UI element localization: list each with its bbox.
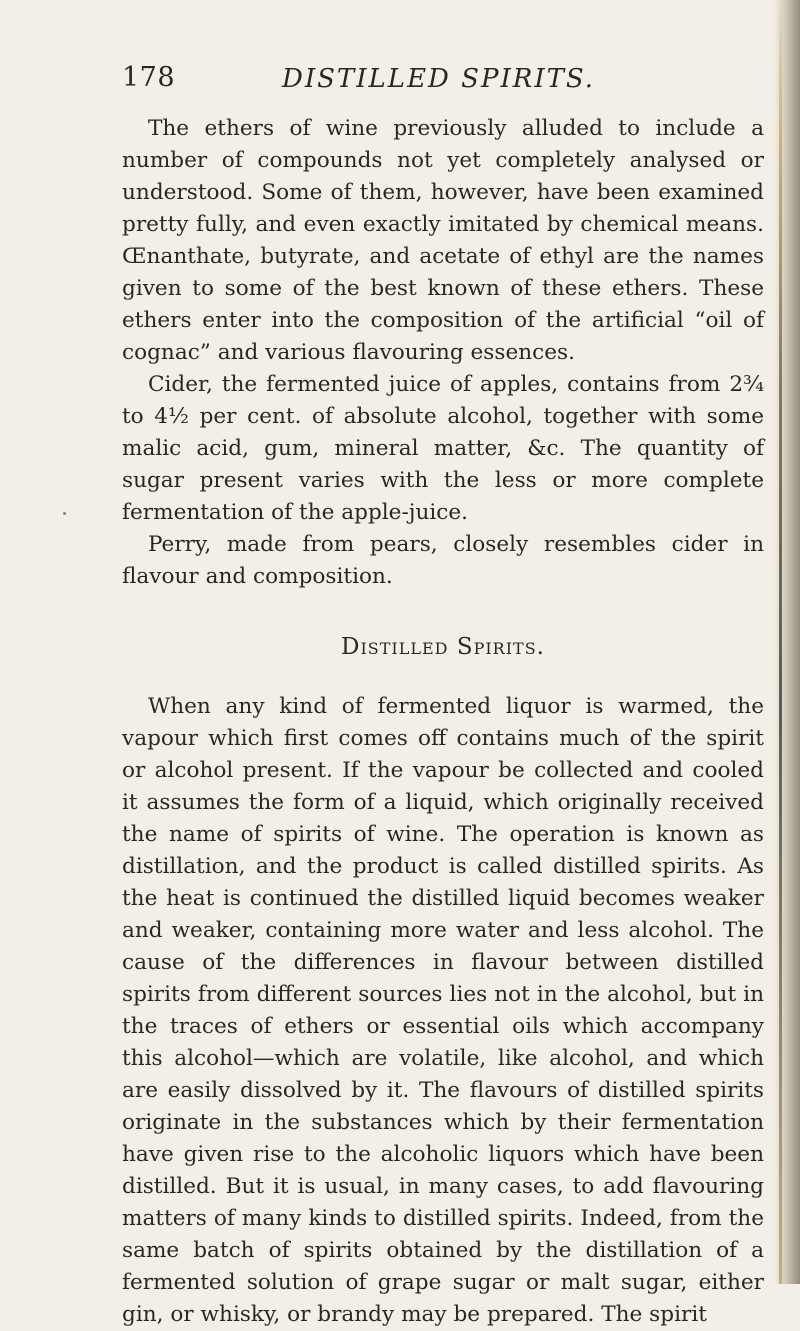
page-edge-line [779,0,782,1284]
paragraph-cider: Cider, the fermented juice of apples, contains from 2¾ to 4½ per cent. of absolute alcohol, together with some malic acid, gum, mineral matter, &c. The quantity of sugar present varies with the less or more complete fermentation of the apple-juice. [122,372,764,525]
page-header [122,62,762,98]
body-text [122,110,764,1331]
section-heading: Distilled Spirits. [341,634,545,660]
paragraph-distillation: When any kind of fermented liquor is warmed, the vapour which first comes off contains much of the spirit or alcohol present. If the vapour be collected and cooled it assumes the form of a liquid, which originally received the name of spirits of wine. The operation is known as distillation, and the product is called distilled spirits. As the heat is continued the distilled liquid becomes weaker and weaker, containing more water and less alcohol. The cause of the differences in flavour between distilled spirits from different sources lies not in the alcohol, but in the traces of ethers or essential oils which accompany this alcohol—which are volatile, like alcohol, and which are easily dissolved by it. The flavours of distilled spirits originate in the substances which by their fermentation have given rise to the alcoholic liquors which have been distilled. But it is usual, in many cases, to add flavouring matters of many kinds to distilled spirits. Indeed, from the same batch of spirits obtained by the distillation of a fermented solution of grape sugar or malt sugar, either gin, or whisky, or brandy may be prepared. The spirit [122,694,764,1327]
page-edge-shadow [774,0,800,1284]
page-number: 178 [122,62,176,93]
paragraph-ethers: The ethers of wine previously alluded to include a number of compounds not yet completely analysed or understood. Some of them, however, have been examined pretty fully, and even exactly imitated by chemical means. Œnanthate, butyrate, and acetate of ethyl are the names given to some of the best known of these ethers. These ethers enter into the composition of the artificial “oil of cognac” and various flavouring essences. [122,116,764,365]
running-head: DISTILLED SPIRITS. [282,64,596,94]
print-speck [63,512,66,515]
paragraph-perry: Perry, made from pears, closely resembles cider in flavour and composition. [122,532,764,589]
